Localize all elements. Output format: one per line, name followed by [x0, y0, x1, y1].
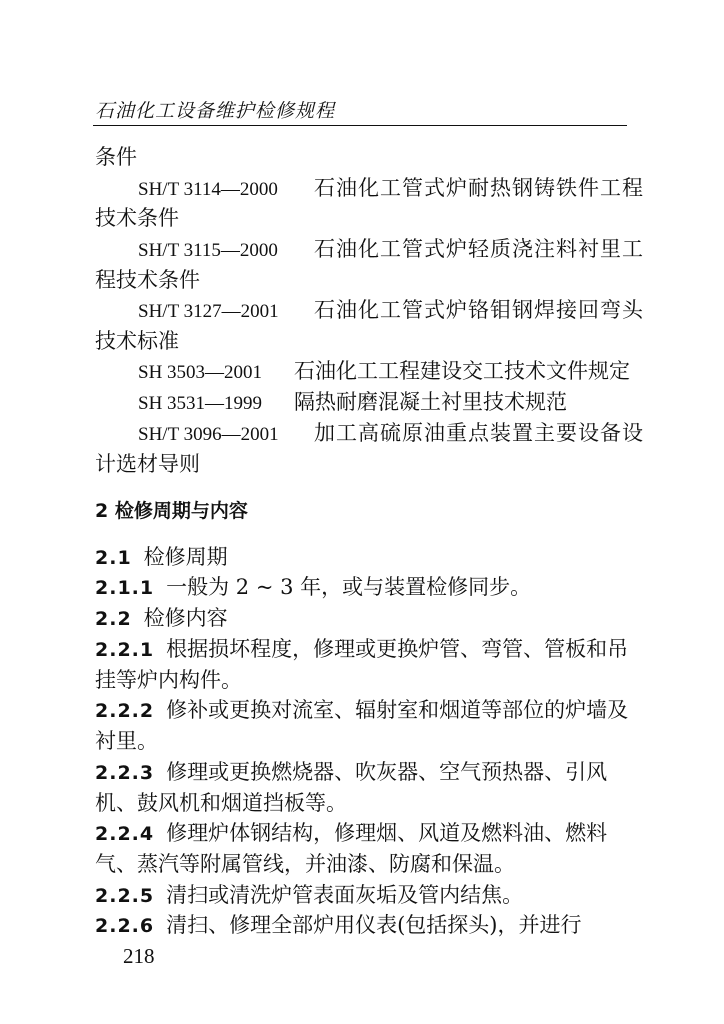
text-line: 计选材导则	[95, 452, 200, 476]
clause	[95, 880, 523, 911]
clause	[95, 695, 628, 726]
page-number: 218	[123, 944, 155, 968]
standard-reference	[138, 173, 644, 205]
clause-text: 检修内容	[143, 606, 228, 630]
clause	[95, 572, 531, 603]
text-line: 挂等炉内构件。	[95, 668, 242, 692]
clause-text: 修理或更换燃烧器、吹灰器、空气预热器、引风	[166, 760, 608, 784]
clause	[95, 818, 607, 849]
running-header: 石油化工设备维护检修规程	[95, 100, 336, 122]
clause-number: 2.1	[95, 547, 132, 569]
standard-title: 石油化工管式炉铬钼钢焊接回弯头	[314, 298, 644, 322]
clause-number: 2.2.4	[95, 823, 155, 845]
clause-number: 2.1.1	[95, 577, 155, 599]
clause	[95, 910, 582, 941]
standard-title: 石油化工管式炉轻质浇注料衬里工	[314, 237, 644, 261]
clause-text: 修补或更换对流室、辐射室和烟道等部位的炉墙及	[166, 698, 629, 722]
standard-code: SH/T 3114—2000	[138, 179, 278, 200]
header-rule	[93, 125, 627, 126]
clause-number: 2.2.1	[95, 639, 155, 661]
standard-title: 加工高硫原油重点装置主要设备设	[314, 421, 644, 445]
subsection-heading	[95, 603, 228, 634]
standard-reference	[138, 234, 644, 266]
standard-reference	[138, 295, 644, 327]
standard-code: SH/T 3096—2001	[138, 424, 279, 445]
clause-number: 2.2.2	[95, 700, 155, 722]
standard-reference	[138, 387, 567, 419]
text-line: 技术条件	[95, 206, 179, 230]
text-line: 条件	[95, 145, 137, 169]
standard-code: SH 3531—1999	[138, 393, 263, 414]
clause-number: 2.2.5	[95, 885, 155, 907]
clause-text: 清扫或清洗炉管表面灰垢及管内结焦。	[166, 883, 524, 907]
clause	[95, 634, 628, 665]
standard-title: 石油化工工程建设交工技术文件规定	[294, 359, 630, 383]
text-line: 衬里。	[95, 729, 158, 753]
standard-reference	[138, 356, 630, 388]
clause-text: 根据损坏程度，修理或更换炉管、弯管、管板和吊	[166, 637, 629, 661]
standard-code: SH/T 3115—2000	[138, 240, 278, 261]
text-line: 机、鼓风机和烟道挡板等。	[95, 791, 347, 815]
standard-title: 石油化工管式炉耐热钢铸铁件工程	[314, 176, 644, 200]
standard-reference	[138, 418, 644, 450]
text-line: 程技术条件	[95, 268, 200, 292]
text-line: 技术标准	[95, 329, 179, 353]
text-line: 气、蒸汽等附属管线，并油漆、防腐和保温。	[95, 852, 515, 876]
clause-number: 2.2.3	[95, 762, 155, 784]
clause-text: 一般为 2 ~ 3 年，或与装置检修同步。	[166, 575, 532, 599]
standard-title: 隔热耐磨混凝土衬里技术规范	[294, 390, 567, 414]
clause-number: 2.2	[95, 608, 132, 630]
standard-code: SH 3503—2001	[138, 362, 263, 383]
clause-text: 检修周期	[143, 545, 228, 569]
clause-text: 清扫、修理全部炉用仪表(包括探头)，并进行	[166, 913, 582, 937]
subsection-heading	[95, 542, 228, 573]
clause-text: 修理炉体钢结构，修理烟、风道及燃料油、燃料	[166, 821, 608, 845]
section-heading: 2 检修周期与内容	[95, 500, 248, 522]
clause-number: 2.2.6	[95, 915, 155, 937]
standard-code: SH/T 3127—2001	[138, 301, 279, 322]
clause	[95, 757, 607, 788]
